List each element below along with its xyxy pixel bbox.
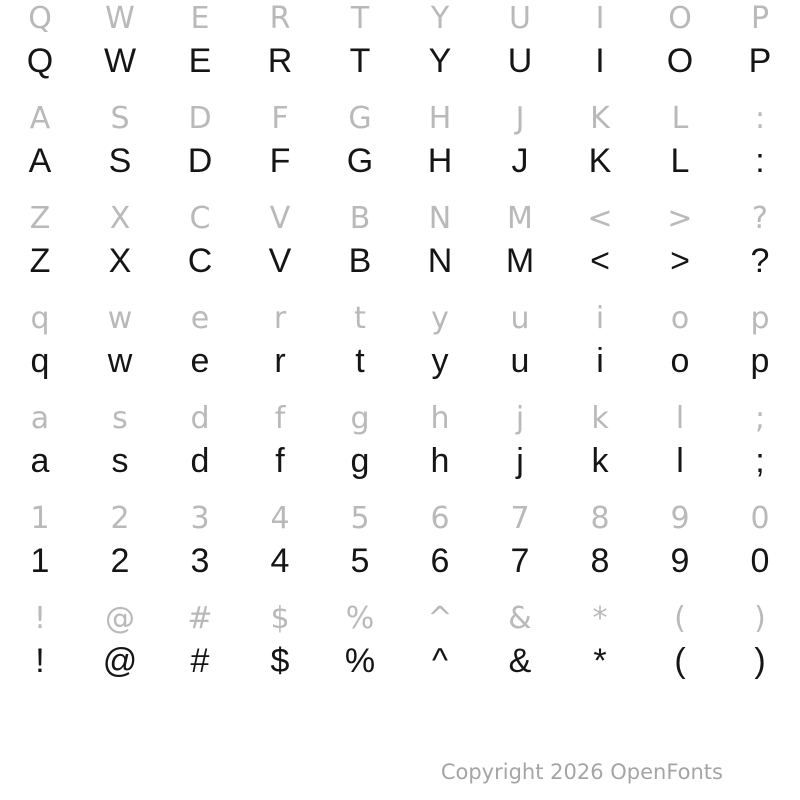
reference-glyph-cell: y — [431, 301, 449, 336]
reference-glyph-cell: % — [345, 601, 375, 636]
copyright-text: Copyright 2026 OpenFonts — [440, 760, 723, 784]
reference-glyph-cell: ? — [752, 201, 768, 236]
reference-glyph-cell: s — [112, 401, 128, 436]
reference-glyph-cell: D — [188, 101, 212, 136]
reference-row — [0, 301, 800, 336]
reference-glyph-cell: ( — [674, 601, 686, 636]
reference-glyph-cell: < — [587, 201, 613, 236]
reference-glyph-cell: e — [190, 301, 210, 336]
reference-glyph-cell: T — [350, 1, 370, 36]
preview-glyph-cell: G — [346, 142, 374, 180]
preview-glyph-cell: H — [427, 142, 453, 180]
reference-glyph-cell: W — [105, 1, 135, 36]
preview-glyph-cell: Y — [428, 42, 452, 80]
preview-glyph-cell: S — [108, 142, 132, 180]
preview-glyph-cell: % — [344, 642, 376, 680]
preview-glyph-cell: ! — [35, 642, 45, 680]
preview-glyph-cell: 9 — [670, 542, 690, 580]
reference-glyph-cell: t — [354, 301, 366, 336]
reference-glyph-cell: ! — [33, 601, 47, 636]
reference-glyph-cell: Y — [430, 1, 450, 36]
preview-glyph-cell: X — [108, 242, 132, 280]
preview-row — [0, 44, 800, 78]
preview-glyph-cell: r — [274, 342, 286, 380]
preview-row — [0, 244, 800, 278]
preview-glyph-cell: t — [355, 342, 365, 380]
preview-glyph-cell: ( — [674, 642, 686, 680]
preview-glyph-cell: C — [187, 242, 213, 280]
preview-row — [0, 344, 800, 378]
preview-glyph-cell: w — [107, 342, 133, 380]
reference-glyph-cell: J — [515, 101, 525, 136]
reference-glyph-cell: U — [509, 1, 531, 36]
reference-glyph-cell: h — [430, 401, 450, 436]
reference-glyph-cell: ^ — [427, 601, 453, 636]
preview-glyph-cell: Z — [29, 242, 51, 280]
reference-glyph-cell: 7 — [510, 501, 530, 536]
reference-glyph-cell: H — [428, 101, 452, 136]
preview-glyph-cell: Q — [26, 42, 54, 80]
reference-glyph-cell: a — [30, 401, 50, 436]
reference-glyph-cell: w — [107, 301, 133, 336]
glyph-pair — [0, 600, 800, 700]
preview-glyph-cell: 4 — [270, 542, 290, 580]
reference-glyph-cell: f — [274, 401, 286, 436]
preview-glyph-cell: P — [748, 42, 772, 80]
preview-glyph-cell: p — [750, 342, 770, 380]
reference-glyph-cell: o — [670, 301, 690, 336]
preview-glyph-cell: 7 — [510, 542, 530, 580]
preview-glyph-cell: O — [666, 42, 694, 80]
reference-row — [0, 501, 800, 536]
reference-glyph-cell: A — [29, 101, 51, 136]
reference-glyph-cell: K — [590, 101, 610, 136]
reference-glyph-cell: u — [510, 301, 530, 336]
reference-glyph-cell: ) — [754, 601, 766, 636]
reference-glyph-cell: L — [671, 101, 689, 136]
reference-glyph-cell: 8 — [590, 501, 610, 536]
reference-glyph-cell: @ — [105, 601, 135, 636]
preview-glyph-cell: * — [593, 642, 607, 680]
reference-glyph-cell: 9 — [670, 501, 690, 536]
reference-glyph-cell: i — [595, 301, 605, 336]
preview-glyph-cell: 6 — [430, 542, 450, 580]
preview-glyph-cell: < — [590, 242, 610, 280]
preview-glyph-cell: u — [510, 342, 530, 380]
preview-glyph-cell: ? — [750, 242, 770, 280]
preview-glyph-cell: J — [511, 142, 529, 180]
glyph-pair — [0, 300, 800, 400]
preview-glyph-cell: f — [275, 442, 285, 480]
preview-glyph-cell: & — [508, 642, 532, 680]
preview-glyph-cell: l — [676, 442, 684, 480]
preview-glyph-cell: L — [670, 142, 690, 180]
reference-glyph-cell: # — [187, 601, 213, 636]
preview-glyph-cell: j — [516, 442, 524, 480]
preview-glyph-cell: ; — [755, 442, 765, 480]
reference-glyph-cell: S — [110, 101, 130, 136]
preview-glyph-cell: $ — [270, 642, 290, 680]
reference-glyph-cell: g — [350, 401, 370, 436]
reference-glyph-cell: q — [30, 301, 50, 336]
reference-glyph-cell: j — [515, 401, 525, 436]
reference-glyph-cell: r — [273, 301, 287, 336]
preview-glyph-cell: F — [269, 142, 291, 180]
glyph-pair — [0, 400, 800, 500]
preview-glyph-cell: k — [591, 442, 609, 480]
preview-row — [0, 444, 800, 478]
glyph-pair — [0, 200, 800, 300]
preview-glyph-cell: 0 — [750, 542, 770, 580]
preview-glyph-cell: 8 — [590, 542, 610, 580]
preview-glyph-cell: V — [268, 242, 292, 280]
reference-row — [0, 401, 800, 436]
reference-glyph-cell: p — [750, 301, 770, 336]
preview-glyph-cell: R — [267, 42, 293, 80]
reference-row — [0, 1, 800, 36]
preview-glyph-cell: h — [430, 442, 450, 480]
reference-glyph-cell: G — [348, 101, 372, 136]
preview-glyph-cell: ^ — [432, 642, 448, 680]
reference-glyph-cell: O — [668, 1, 692, 36]
preview-glyph-cell: o — [670, 342, 690, 380]
reference-glyph-cell: C — [189, 201, 211, 236]
preview-glyph-cell: q — [30, 342, 50, 380]
preview-glyph-cell: 3 — [190, 542, 210, 580]
glyph-pair — [0, 500, 800, 600]
reference-glyph-cell: $ — [270, 601, 290, 636]
preview-glyph-cell: D — [187, 142, 213, 180]
reference-glyph-cell: Q — [28, 1, 52, 36]
preview-glyph-cell: I — [595, 42, 605, 80]
reference-glyph-cell: Z — [29, 201, 51, 236]
preview-glyph-cell: 1 — [30, 542, 50, 580]
reference-glyph-cell: 0 — [750, 501, 770, 536]
reference-glyph-cell: M — [507, 201, 533, 236]
preview-glyph-cell: s — [111, 442, 129, 480]
preview-glyph-cell: d — [190, 442, 210, 480]
reference-glyph-cell: * — [592, 601, 608, 636]
glyph-pair — [0, 0, 800, 100]
preview-row — [0, 544, 800, 578]
preview-glyph-cell: # — [190, 642, 210, 680]
reference-glyph-cell: 3 — [190, 501, 210, 536]
preview-glyph-cell: K — [588, 142, 612, 180]
reference-glyph-cell: P — [750, 1, 770, 36]
reference-glyph-cell: B — [349, 201, 371, 236]
reference-glyph-cell: F — [271, 101, 289, 136]
reference-glyph-cell: 1 — [30, 501, 50, 536]
reference-glyph-cell: > — [667, 201, 693, 236]
reference-glyph-cell: l — [675, 401, 685, 436]
preview-glyph-cell: 2 — [110, 542, 130, 580]
preview-glyph-cell: E — [188, 42, 212, 80]
reference-glyph-cell: d — [190, 401, 210, 436]
reference-glyph-cell: N — [428, 201, 452, 236]
reference-glyph-cell: 2 — [110, 501, 130, 536]
reference-glyph-cell: 6 — [430, 501, 450, 536]
preview-glyph-cell: N — [427, 242, 453, 280]
reference-row — [0, 101, 800, 136]
preview-glyph-cell: A — [28, 142, 52, 180]
preview-glyph-cell: ) — [754, 642, 766, 680]
preview-glyph-cell: 5 — [350, 542, 370, 580]
preview-row — [0, 644, 800, 678]
reference-glyph-cell: ; — [754, 401, 766, 436]
preview-glyph-cell: i — [596, 342, 604, 380]
preview-glyph-cell: : — [755, 142, 765, 180]
preview-glyph-cell: a — [30, 442, 50, 480]
preview-glyph-cell: y — [431, 342, 449, 380]
preview-glyph-cell: e — [190, 342, 210, 380]
reference-glyph-cell: k — [591, 401, 609, 436]
preview-glyph-cell: U — [507, 42, 533, 80]
reference-glyph-cell: 4 — [270, 501, 290, 536]
preview-glyph-cell: @ — [102, 642, 138, 680]
preview-glyph-cell: g — [350, 442, 370, 480]
preview-glyph-cell: > — [670, 242, 690, 280]
reference-row — [0, 201, 800, 236]
glyph-pair — [0, 100, 800, 200]
reference-glyph-cell: E — [190, 1, 210, 36]
reference-glyph-cell: I — [595, 1, 605, 36]
preview-glyph-cell: T — [349, 42, 371, 80]
reference-glyph-cell: X — [109, 201, 131, 236]
preview-glyph-cell: M — [505, 242, 535, 280]
reference-row — [0, 601, 800, 636]
reference-glyph-cell: & — [508, 601, 532, 636]
preview-row — [0, 144, 800, 178]
reference-glyph-cell: R — [269, 1, 291, 36]
preview-glyph-cell: B — [348, 242, 372, 280]
reference-glyph-cell: 5 — [350, 501, 370, 536]
reference-glyph-cell: V — [269, 201, 291, 236]
preview-glyph-cell: W — [103, 42, 137, 80]
reference-glyph-cell: : — [754, 101, 766, 136]
